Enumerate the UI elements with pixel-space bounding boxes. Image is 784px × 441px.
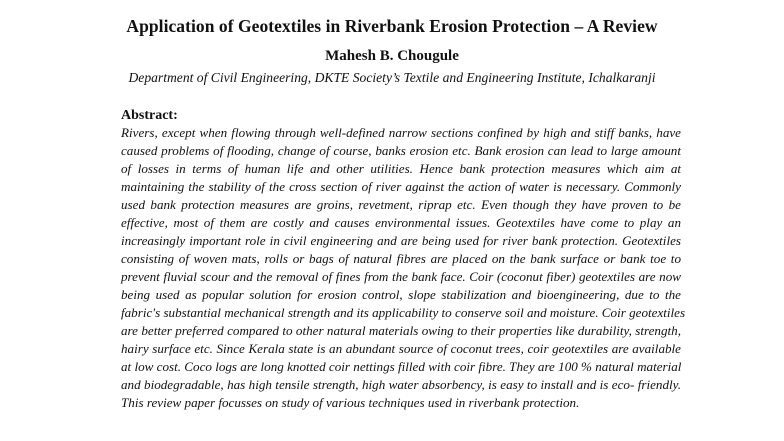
abstract-line: fabric's substantial mechanical strength and its applicability to conserve soil and moisture. Coir geotextiles bbox=[121, 305, 686, 320]
abstract-line: prevent fluvial scour and the removal of fines from the bank face. Coir (coconut fiber) geotextiles are now bbox=[121, 269, 681, 284]
abstract-line: are better preferred compared to other natural materials owing to their properties like durability, strength, bbox=[121, 323, 681, 338]
abstract-line: Rivers, except when flowing through well-defined narrow sections confined by high and stiff banks, have bbox=[121, 125, 681, 140]
abstract-line: and biodegradable, has high tensile strength, high water absorbency, is easy to install and is eco- friendly. bbox=[121, 377, 681, 392]
abstract-line: maintaining the stability of the cross section of river against the action of water is necessary. Commonly bbox=[121, 179, 681, 194]
author-affiliation: Department of Civil Engineering, DKTE Society’s Textile and Engineering Institute, Ichalkaranji bbox=[128, 70, 656, 85]
abstract-body bbox=[121, 124, 686, 412]
abstract-line: hairy surface etc. Since Kerala state is an abundant source of coconut trees, coir geotextiles are available bbox=[121, 341, 681, 356]
abstract-line: increasingly important role in civil engineering and are being used for river bank protection. Geotextiles bbox=[121, 233, 681, 248]
abstract-line: of losses in terms of human life and other utilities. Hence bank protection measures which aim at bbox=[121, 161, 681, 176]
paper-title: Application of Geotextiles in Riverbank Erosion Protection – A Review bbox=[126, 16, 658, 36]
abstract-line: This review paper focusses on study of various techniques used in riverbank protection. bbox=[121, 395, 580, 410]
abstract-line: effective, most of them are costly and causes environmental issues. Geotextiles have come to play an bbox=[121, 215, 681, 230]
abstract-line: at low cost. Coco logs are long knotted coir nettings filled with coir fibre. They are 100 % natural material bbox=[121, 359, 682, 374]
abstract-line: caused problems of flooding, change of course, banks erosion etc. Bank erosion can lead to large amount bbox=[121, 143, 681, 158]
author-name: Mahesh B. Chougule bbox=[325, 48, 459, 64]
abstract-heading: Abstract: bbox=[121, 108, 178, 123]
abstract-line: used bank protection measures are groins, revetment, riprap etc. Even though they have proven to be bbox=[121, 197, 681, 212]
abstract-line: being used as popular solution for erosion control, slope stabilization and bioengineering, due to the bbox=[121, 287, 681, 302]
abstract-line: consisting of woven mats, rolls or bags of natural fibres are placed on the bank surface or bank toe to bbox=[121, 251, 681, 266]
